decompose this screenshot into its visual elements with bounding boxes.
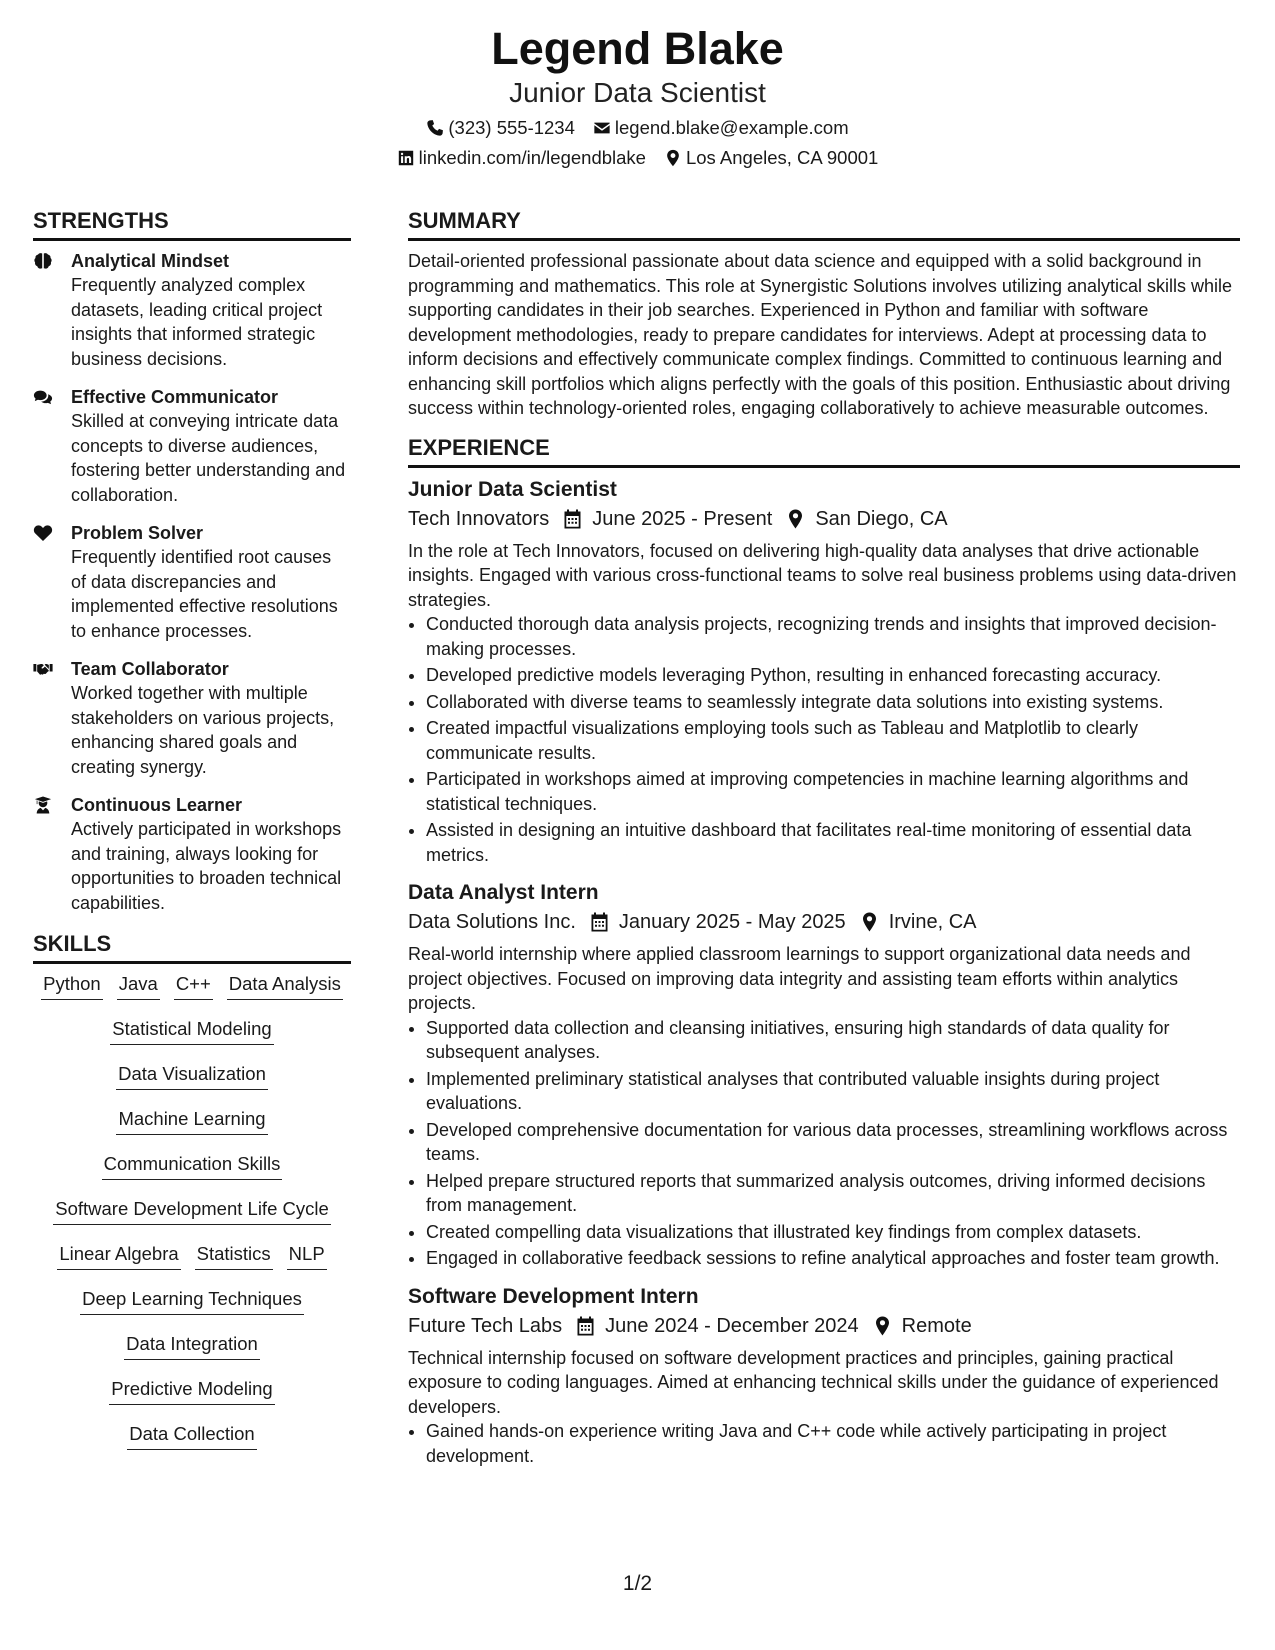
skill-row [33,1017,351,1062]
contact-row-1 [0,116,1275,140]
job-dates-item [563,505,772,533]
job-bullet: • Developed comprehensive documentation for various data processes, streamlining workflows across teams. [426,1118,1240,1167]
skill-tag: Python [41,972,103,1000]
job-location-item [873,1312,972,1340]
job-bullet: • Created compelling data visualizations that illustrated key findings from complex datasets. [426,1220,1240,1245]
experience-heading: EXPERIENCE [408,433,1240,468]
right-column [408,206,1240,1480]
job-dates-item [576,1312,859,1340]
job-entry [408,476,1240,868]
strength-desc: Skilled at conveying intricate data concepts to diverse audiences, fostering better understanding and collaboration. [71,411,346,505]
job-location: San Diego, CA [815,507,948,530]
email-item[interactable] [593,116,849,140]
calendar-icon [563,509,582,529]
job-bullet: • Participated in workshops aimed at improving competencies in machine learning algorithms and statistical techniques. [426,767,1240,816]
job-meta [408,505,1240,533]
strength-title: Effective Communicator [71,387,279,407]
job-location-item [786,505,947,533]
experience-list [408,476,1240,1469]
strength-title: Problem Solver [71,523,204,543]
map-marker-icon [786,509,805,529]
job-title: Software Development Intern [408,1284,699,1308]
linkedin-icon [397,149,415,167]
skill-row [33,1332,351,1377]
job-bullet: • Helped prepare structured reports that summarized analysis outcomes, driving informed decisions from management. [426,1169,1240,1218]
skill-row [33,1287,351,1332]
skill-tag: Deep Learning Techniques [80,1287,304,1315]
job-entry [408,879,1240,1271]
linkedin-item[interactable] [397,146,646,170]
email-text: legend.blake@example.com [614,117,849,138]
job-bullet: • Engaged in collaborative feedback sessions to refine analytical approaches and foster team growth. [426,1246,1240,1271]
skill-tag: Statistics [195,1242,273,1270]
job-bullets [408,1016,1240,1271]
phone-text: (323) 555-1234 [448,117,575,138]
calendar-icon [590,912,609,932]
job-company: Tech Innovators [408,507,550,530]
candidate-name: Legend Blake [491,23,784,74]
job-bullet: • Developed predictive models leveraging Python, resulting in enhanced forecasting accuracy. [426,663,1240,688]
map-marker-icon [664,149,682,167]
resume-header [0,22,1275,170]
skill-tag: Java [117,972,160,1000]
map-marker-icon [873,1316,892,1336]
left-column [33,206,351,1467]
job-location-item [860,908,977,936]
job-company: Data Solutions Inc. [408,911,576,933]
summary-text: Detail-oriented professional passionate about data science and equipped with a solid background in programming and mathematics. This role at Synergistic Solutions involves utilizing analytical skills while supporting candidates in their job searches. Experienced in Python and familiar with software development methodologies, ready to prepare candidates for interviews. Adept at processing data to inform decisions and effectively communicate complex findings. Committed to continuous learning and enhancing skill portfolios which aligns perfectly with the goals of this position. Enthusiastic about driving success within technology-oriented roles, engaging collaboratively to achieve measurable outcomes. [408,251,1233,418]
job-bullet: • Created impactful visualizations employing tools such as Tableau and Matplotlib to clearly communicate results. [426,716,1240,765]
skill-row [33,1377,351,1422]
brain-icon [33,252,53,270]
skill-row [33,1152,351,1197]
contact-row-2 [0,146,1275,170]
skill-tag: Data Analysis [227,972,343,1000]
skill-tag: Linear Algebra [57,1242,180,1270]
linkedin-text: linkedin.com/in/legendblake [418,147,646,168]
handshake-icon [33,660,53,678]
job-dates-item [590,908,846,936]
summary-heading: SUMMARY [408,206,1240,241]
map-marker-icon [860,912,879,932]
strength-item [33,521,351,643]
job-bullet: • Collaborated with diverse teams to seamlessly integrate data solutions into existing systems. [426,690,1240,715]
location-item [664,146,878,170]
skill-tag: NLP [287,1242,327,1270]
skill-row [33,1107,351,1152]
job-location: Irvine, CA [888,911,977,933]
job-bullet: • Conducted thorough data analysis projects, recognizing trends and insights that improved decision-making processes. [426,612,1240,661]
job-bullets [408,1419,1240,1468]
strength-title: Analytical Mindset [71,251,230,271]
skill-tag: Data Visualization [116,1062,268,1090]
strength-item [33,249,351,371]
skills-heading: SKILLS [33,929,351,964]
job-company: Future Tech Labs [408,1314,563,1337]
job-dates: January 2025 - May 2025 [618,911,846,933]
job-bullets [408,612,1240,867]
skill-tag: Data Collection [127,1422,256,1450]
skill-tag: Machine Learning [116,1107,267,1135]
job-dates: June 2025 - Present [592,507,773,530]
comments-icon [33,388,53,406]
job-meta [408,908,1240,936]
job-title: Data Analyst Intern [408,881,599,904]
strength-title: Continuous Learner [71,795,243,815]
strength-item [33,793,351,915]
skill-tag: Predictive Modeling [109,1377,274,1405]
job-description: In the role at Tech Innovators, focused on delivering high-quality data analyses that drive actionable insights. Engaged with various cross-functional teams to solve real business problems using data-driven strategies. [408,540,1237,610]
skill-tag: Communication Skills [102,1152,283,1180]
page-number: 1/2 [622,1572,653,1595]
strength-desc: Frequently identified root causes of data discrepancies and implemented effective resolutions to enhance processes. [71,547,338,641]
job-entry [408,1283,1240,1469]
heart-icon [33,524,53,542]
job-bullet: • Assisted in designing an intuitive dashboard that facilitates real-time monitoring of essential data metrics. [426,818,1240,867]
strengths-heading: STRENGTHS [33,206,351,241]
skills-list [33,972,351,1467]
calendar-icon [576,1316,595,1336]
strength-item [33,385,351,507]
strength-desc: Frequently analyzed complex datasets, leading critical project insights that informed strategic business decisions. [71,275,323,369]
job-description: Technical internship focused on software development practices and principles, gaining practical exposure to coding languages. Aimed at enhancing technical skills under the guidance of experienced developers. [408,1347,1219,1417]
skill-row [33,1197,351,1242]
job-bullet: • Implemented preliminary statistical analyses that contributed valuable insights during project evaluations. [426,1067,1240,1116]
job-title: Junior Data Scientist [408,477,617,501]
job-dates: June 2024 - December 2024 [605,1314,859,1337]
strength-title: Team Collaborator [71,659,229,679]
strength-desc: Worked together with multiple stakeholders on various projects, enhancing shared goals and creating synergy. [71,683,335,777]
job-meta [408,1312,1240,1340]
job-location: Remote [901,1314,972,1337]
strength-item [33,657,351,779]
envelope-icon [593,119,611,137]
skill-tag: Data Integration [124,1332,260,1360]
phone-icon [426,119,444,137]
location-text: Los Angeles, CA 90001 [685,147,879,168]
skill-tag: Statistical Modeling [110,1017,273,1045]
phone-item [426,116,575,140]
job-bullet: • Gained hands-on experience writing Java and C++ code while actively participating in project development. [426,1419,1240,1468]
skill-row [33,1242,351,1287]
strength-desc: Actively participated in workshops and training, always looking for opportunities to broaden technical capabilities. [71,819,342,913]
graduate-icon [33,796,53,814]
job-bullet: • Supported data collection and cleansing initiatives, ensuring high standards of data quality for subsequent analyses. [426,1016,1240,1065]
candidate-title: Junior Data Scientist [509,77,766,108]
skill-tag: Software Development Life Cycle [53,1197,331,1225]
skill-row [33,1422,351,1467]
job-description: Real-world internship where applied classroom learnings to support organizational data needs and project objectives. Focused on improving data integrity and assisting team efforts within analytics projects. [408,944,1191,1013]
skill-tag: C++ [174,972,213,1000]
skill-row [33,972,351,1017]
skill-row [33,1062,351,1107]
